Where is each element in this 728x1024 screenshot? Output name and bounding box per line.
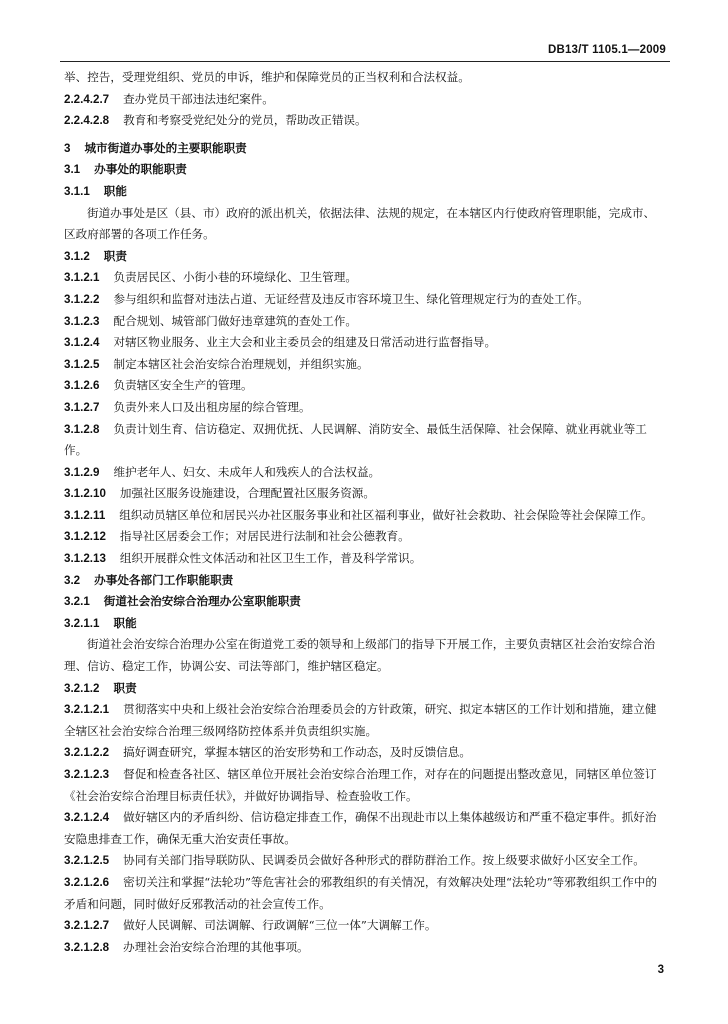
- clause-number: 3.1.2.3: [64, 314, 100, 328]
- clause-text: 密切关注和掌握“法轮功”等危害社会的邪教组织的有关情况，有效解决处理“法轮功”等邪教组织工作中的矛盾和问题，同时做好反邪教活动的社会宣传工作。: [64, 874, 657, 911]
- clause-text: 办理社会治安综合治理的其他事项。: [123, 939, 309, 954]
- section-heading: [64, 246, 666, 268]
- clause-text: 职责: [103, 248, 127, 263]
- clause-number: 2.2.4.2.7: [64, 92, 110, 106]
- list-item: [64, 807, 666, 850]
- clause-text: 办事处各部门工作职能职责: [94, 572, 234, 587]
- clause-text: 负责辖区安全生产的管理。: [113, 378, 253, 393]
- section-heading: [64, 181, 666, 203]
- clause-text: 街道办事处是区（县、市）政府的派出机关，依据法律、法规的规定，在本辖区内行使政府管理职能，完成市、区政府部署的各项工作任务。: [64, 205, 656, 242]
- list-item: [64, 850, 666, 872]
- paragraph: [64, 203, 666, 246]
- clause-number: 3.2.1.2.8: [64, 940, 110, 954]
- list-item: [64, 419, 666, 462]
- clause-text: 对辖区物业服务、业主大会和业主委员会的组建及日常活动进行监督指导。: [113, 335, 497, 350]
- list-item: [64, 526, 666, 548]
- clause-text: 街道社会治安综合治理办公室职能职责: [103, 594, 301, 609]
- document-body: [64, 67, 666, 958]
- clause-number: 3.1.2.8: [64, 422, 100, 436]
- clause-text: 职能: [113, 615, 137, 630]
- clause-number: 3: [64, 141, 71, 155]
- section-heading: [64, 159, 666, 181]
- clause-number: 3.2.1.2.6: [64, 875, 110, 889]
- section-heading: [64, 138, 666, 160]
- clause-text: 举、控告，受理党组织、党员的申诉，维护和保障党员的正当权利和合法权益。: [64, 70, 470, 84]
- section-heading: [64, 678, 666, 700]
- list-item: [64, 110, 666, 132]
- clause-text: 参与组织和监督对违法占道、无证经营及违反市容环境卫生、绿化管理规定行为的查处工作。: [113, 291, 589, 306]
- clause-number: 3.1.2.2: [64, 292, 100, 306]
- list-item: [64, 872, 666, 915]
- document-code: DB13/T 1105.1—2009: [547, 44, 666, 56]
- list-item: [64, 505, 666, 527]
- clause-text: 加强社区服务设施建设，合理配置社区服务资源。: [119, 486, 375, 501]
- clause-text: 指导社区居委会工作；对居民进行法制和社会公德教育。: [119, 529, 410, 544]
- page-number: 3: [657, 964, 664, 976]
- clause-text: 负责居民区、小街小巷的环境绿化、卫生管理。: [113, 270, 357, 285]
- clause-number: 3.2.1.2.3: [64, 768, 110, 781]
- clause-number: 3.1.2.12: [64, 530, 106, 544]
- clause-text: 查办党员干部违法违纪案件。: [123, 91, 274, 106]
- clause-text: 协同有关部门指导联防队、民调委员会做好各种形式的群防群治工作。按上级要求做好小区安全工作。: [123, 853, 645, 868]
- paragraph: [64, 634, 666, 677]
- header-rule: [60, 61, 670, 62]
- clause-text: 城市街道办事处的主要职能职责: [84, 140, 247, 155]
- clause-number: 3.1.2.13: [64, 552, 106, 566]
- clause-text: 做好人民调解、司法调解、行政调解“三位一体”大调解工作。: [123, 918, 437, 933]
- clause-number: 3.1.2.9: [64, 465, 100, 479]
- clause-number: 3.2.1.1: [64, 616, 100, 630]
- list-item: [64, 937, 666, 959]
- list-item: [64, 742, 666, 764]
- list-item: [64, 483, 666, 505]
- clause-text: 街道社会治安综合治理办公室在街道党工委的领导和上级部门的指导下开展工作，主要负责辖区社会治安综合治理、信访、稳定工作，协调公安、司法等部门，维护辖区稳定。: [64, 637, 656, 674]
- clause-text: 组织开展群众性文体活动和社区卫生工作，普及科学常识。: [119, 551, 422, 566]
- clause-number: 3.1.2.1: [64, 271, 100, 285]
- list-item: [64, 397, 666, 419]
- clause-text: 贯彻落实中央和上级社会治安综合治理委员会的方针政策，研究、拟定本辖区的工作计划和措施，建立健全辖区社会治安综合治理三级网络防控体系并负责组织实施。: [64, 702, 657, 738]
- clause-number: 3.1.2.5: [64, 357, 100, 371]
- list-item: [64, 764, 666, 807]
- continuation-line: [64, 67, 666, 89]
- clause-number: 3.2.1.2.1: [64, 703, 110, 717]
- clause-number: 3.1.2.7: [64, 400, 100, 414]
- clause-text: 搞好调查研究，掌握本辖区的治安形势和工作动态，及时反馈信息。: [123, 745, 471, 760]
- clause-number: 3.1.2.11: [64, 508, 106, 522]
- section-heading: [64, 570, 666, 592]
- clause-text: 负责外来人口及出租房屋的综合管理。: [113, 399, 311, 414]
- clause-text: 制定本辖区社会治安综合治理规划，并组织实施。: [113, 356, 369, 371]
- list-item: [64, 89, 666, 111]
- section-heading: [64, 591, 666, 613]
- clause-text: 组织动员辖区单位和居民兴办社区服务事业和社区福利事业，做好社会救助、社会保险等社会保障工作。: [119, 507, 653, 522]
- clause-number: 3.2.1.2.4: [64, 811, 110, 825]
- list-item: [64, 375, 666, 397]
- clause-text: 负责计划生育、信访稳定、双拥优抚、人民调解、消防安全、最低生活保障、社会保障、就业再就业等工作。: [64, 421, 647, 458]
- list-item: [64, 267, 666, 289]
- clause-number: 3.2.1.2.7: [64, 919, 110, 933]
- list-item: [64, 354, 666, 376]
- clause-text: 配合规划、城管部门做好违章建筑的查处工作。: [113, 313, 357, 328]
- clause-text: 职能: [103, 183, 127, 198]
- section-heading: [64, 613, 666, 635]
- clause-number: 3.2.1.2.5: [64, 854, 110, 868]
- list-item: [64, 289, 666, 311]
- clause-number: 2.2.4.2.8: [64, 114, 110, 128]
- clause-number: 3.2.1: [64, 595, 90, 609]
- list-item: [64, 311, 666, 333]
- clause-number: 3.1.2.10: [64, 487, 106, 501]
- clause-number: 3.1.2.6: [64, 379, 100, 393]
- list-item: [64, 699, 666, 742]
- clause-number: 3.1.2: [64, 249, 90, 263]
- clause-text: 做好辖区内的矛盾纠纷、信访稳定排查工作，确保不出现赴市以上集体越级访和严重不稳定事件。抓好治安隐患排查工作，确保无重大治安责任事故。: [64, 810, 657, 846]
- list-item: [64, 332, 666, 354]
- list-item: [64, 915, 666, 937]
- clause-number: 3.2.1.2: [64, 681, 100, 695]
- clause-text: 教育和考察受党纪处分的党员，帮助改正错误。: [123, 113, 367, 128]
- clause-number: 3.1.1: [64, 184, 90, 198]
- clause-number: 3.1: [64, 163, 81, 177]
- clause-text: 职责: [113, 680, 137, 695]
- clause-number: 3.2.1.2.2: [64, 746, 110, 760]
- clause-number: 3.2: [64, 573, 81, 587]
- clause-text: 办事处的职能职责: [94, 162, 187, 177]
- clause-number: 3.1.2.4: [64, 336, 100, 350]
- clause-text: 督促和检查各社区、辖区单位开展社会治安综合治理工作，对存在的问题提出整改意见，同辖区单位签订《社会治安综合治理目标责任状》，并做好协调指导、检查验收工作。: [64, 767, 657, 803]
- list-item: [64, 548, 666, 570]
- clause-text: 维护老年人、妇女、未成年人和残疾人的合法权益。: [113, 464, 381, 479]
- list-item: [64, 462, 666, 484]
